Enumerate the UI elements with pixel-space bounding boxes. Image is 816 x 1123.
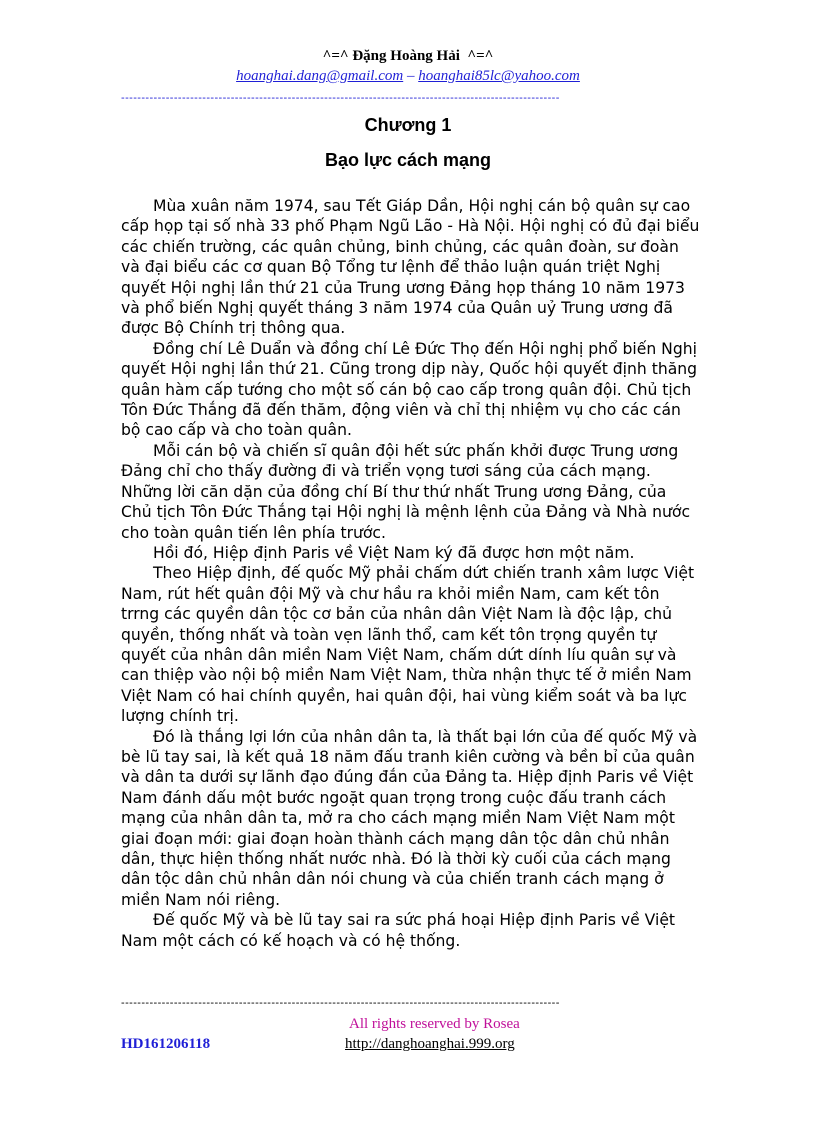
footer-divider: ------------------------------------------------------------------------------------------------------------ — [121, 997, 560, 1009]
chapter-number: Chương 1 — [364, 115, 452, 135]
email-separator: – — [403, 68, 419, 84]
paragraph: Đồng chí Lê Duẩn và đồng chí Lê Đức Thọ đến Hội nghị phổ biến Nghị quyết Hội nghị lần thứ 21. Cũng trong dịp này, Quốc hội quyết định thăng quân hàm cấp tướng cho một số cán bộ cao cấp trong quân đội. Chủ tịch Tôn Đức Thắng đã đến thăm, động viên và chỉ thị nhiệm vụ cho các cán bộ cao cấp và cho toàn quân. — [121, 339, 698, 440]
page-header — [0, 46, 816, 86]
body-text — [121, 196, 701, 951]
author-emails — [0, 66, 816, 86]
paragraph: Đế quốc Mỹ và bè lũ tay sai ra sức phá hoại Hiệp định Paris về Việt Nam một cách có kế hoạch và có hệ thống. — [121, 911, 676, 950]
chapter-title: Bạo lực cách mạng — [324, 150, 492, 170]
email-link-gmail[interactable]: hoanghai.dang@gmail.com — [236, 68, 404, 84]
paragraph: Đó là thắng lợi lớn của nhân dân ta, là thất bại lớn của đế quốc Mỹ và bè lũ tay sai, là kết quả 18 năm đấu tranh kiên cường và bền bỉ của quân và dân ta dưới sự lãnh đạo đúng đắn của Đảng ta. Hiệp định Paris về Việt Nam đánh dấu một bước ngoặt quan trọng trong cuộc đấu tranh cách mạng của nhân dân ta, mở ra cho cách mạng miền Nam Việt Nam một giai đoạn mới: giai đoạn hoàn thành cách mạng dân tộc dân chủ nhân dân, thực hiện thống nhất nước nhà. Đó là thời kỳ cuối của cách mạng dân tộc dân chủ nhân dân nói chung và của chiến tranh cách mạng ở miền Nam nói riêng. — [121, 727, 698, 909]
paragraph: Hồi đó, Hiệp định Paris về Việt Nam ký đã được hơn một năm. — [153, 543, 635, 562]
paragraph: Mỗi cán bộ và chiến sĩ quân đội hết sức phấn khởi được Trung ương Đảng chỉ cho thấy đường đi và triển vọng tươi sáng của cách mạng. Những lời căn dặn của đồng chí Bí thư thứ nhất Trung ương Đảng, của Chủ tịch Tôn Đức Thắng tại Hội nghị là mệnh lệnh của Đảng và Nhà nước cho toàn quân tiến lên phía trước. — [121, 441, 691, 542]
header-divider: ------------------------------------------------------------------------------------------------------------ — [121, 92, 560, 104]
rights-notice: All rights reserved by Rosea — [349, 1016, 520, 1032]
email-link-yahoo[interactable]: hoanghai85lc@yahoo.com — [418, 68, 580, 84]
paragraph: Theo Hiệp định, đế quốc Mỹ phải chấm dứt chiến tranh xâm lược Việt Nam, rút hết quân đội Mỹ và chư hầu ra khỏi miền Nam, cam kết tôn trrng các quyền dân tộc cơ bản của nhân dân Việt Nam là độc lập, chủ quyền, thống nhất và toàn vẹn lãnh thổ, cam kết tôn trọng quyền tự quyết của nhân dân miền Nam Việt Nam, chấm dứt dính líu quân sự và can thiệp vào nội bộ miền Nam Việt Nam, thừa nhận thực tế ở miền Nam Việt Nam có hai chính quyền, hai quân đội, hai vùng kiểm soát và ba lực lượng chính trị. — [121, 564, 695, 726]
footer-url — [345, 1035, 515, 1053]
document-code: HD161206118 — [121, 1036, 211, 1052]
paragraph: Mùa xuân năm 1974, sau Tết Giáp Dần, Hội nghị cán bộ quân sự cao cấp họp tại số nhà 33 phố Phạm Ngũ Lão - Hà Nội. Hội nghị có đủ đại biểu các chiến trường, các quân chủng, binh chủng, các quân đoàn, sư đoàn và đại biểu các cơ quan Bộ Tổng tư lệnh để thảo luận quán triệt Nghị quyết Hội nghị lần thứ 21 của Trung ương Đảng họp tháng 10 năm 1973 và phổ biến Nghị quyết tháng 3 năm 1974 của Quân uỷ Trung ương đã được Bộ Chính trị thông qua. — [121, 197, 700, 338]
author-name: ^=^ Đặng Hoàng Hải ^=^ — [322, 48, 494, 64]
website-link[interactable]: http://danghoanghai.999.org — [345, 1036, 515, 1052]
